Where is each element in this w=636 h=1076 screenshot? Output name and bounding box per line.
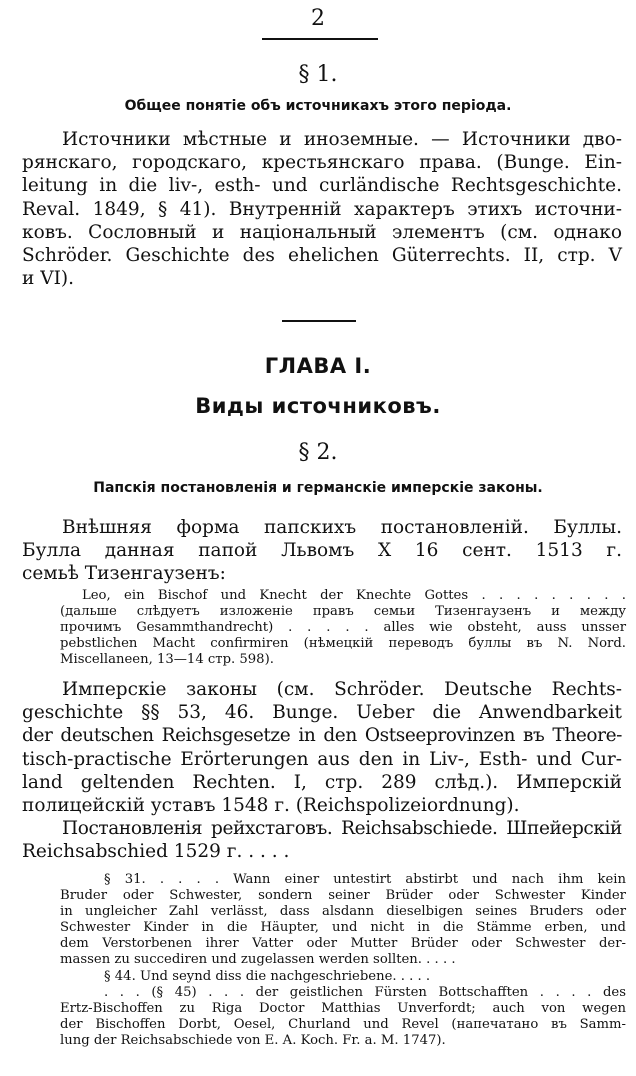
section-1-title: Общее понятіе объ источникахъ этого періода.	[124, 98, 512, 114]
quote-line: Leo, ein Bischof und Knecht der Knechte Gottes . . . . . . . . .	[82, 588, 626, 603]
quote-line: Ertz-Bischoffen zu Riga Doctor Matthias Unverfordt; auch von wegen	[60, 1000, 626, 1016]
quote-line: Miscellaneen, 13—14 стр. 598).	[60, 652, 274, 668]
body-line: Источники мѣстные и иноземные. — Источники дво-	[62, 129, 622, 150]
body-line: полицейскій уставъ 1548 г. (Reichspolizeiordnung).	[22, 794, 520, 816]
body-line: Имперскіе законы (см. Schröder. Deutsche Rechts-	[62, 679, 622, 700]
section-1-body	[22, 128, 622, 290]
section-divider-rule	[282, 320, 356, 322]
chapter-title: Виды источниковъ.	[195, 394, 441, 418]
body-line: geschichte §§ 53, 46. Bunge. Ueber die Anwendbarkeit	[22, 702, 622, 724]
quote-line: lung der Reichsabschiede von E. A. Koch. Fr. a. M. 1747).	[60, 1032, 446, 1048]
quote-line: in ungleicher Zahl verlässt, dass alsdann dieselbigen seines Bruders oder	[60, 904, 626, 920]
body-line: и VI).	[22, 268, 74, 290]
quote-line: der Bischoffen Dorbt, Oesel, Churland und Revel (напечатано въ Samm-	[60, 1016, 626, 1032]
body-line: Schröder. Geschichte des ehelichen Güterrechts. II, стр. V	[22, 244, 622, 266]
body-line: tisch-practische Erörterungen aus den in Liv-, Esth- und Cur-	[22, 748, 622, 770]
quote-line: Schwester Kinder in die Häupter, und nicht in die Stämme erben, und	[60, 920, 626, 936]
chapter-number: ГЛАВА I.	[264, 354, 372, 378]
quote-line: pebstlichen Macht confirmiren (нѣмецкій переводъ буллы въ N. Nord.	[60, 636, 626, 652]
quote-line: § 44. Und seynd diss die nachgeschriebene. . . . .	[104, 968, 431, 984]
body-line: land geltenden Rechten. I, стр. 289 слѣд.). Имперскій	[22, 771, 622, 793]
section-2-body-b	[22, 678, 622, 864]
section-2-body-a	[22, 516, 622, 586]
body-line: ковъ. Сословный и національный элементъ (см. однако	[22, 221, 622, 243]
body-line: Постановленія рейхстаговъ. Reichsabschiede. Шпейерскій	[62, 818, 622, 840]
body-line: Reichsabschied 1529 г. . . . .	[22, 841, 290, 863]
page-number: 2	[311, 6, 325, 31]
quote-line: прочимъ Gesammthandrecht) . . . . . alles wie obsteht, auss unsser	[60, 620, 626, 636]
body-line: der deutschen Reichsgesetze in den Ostseeprovinzen въ Theore-	[22, 725, 622, 747]
reichsabschied-quote	[60, 872, 626, 1049]
body-line: семьѣ Тизенгаузенъ:	[22, 563, 226, 585]
quote-line: (дальше слѣдуетъ изложеніе правъ семьи Тизенгаузенъ и между	[60, 604, 626, 620]
quote-line: massen zu succediren und zugelassen werden sollten. . . . .	[60, 952, 456, 968]
quote-line: dem Verstorbenen ihrer Vatter oder Mutter Brüder oder Schwester der-	[60, 936, 626, 952]
quote-line: § 31. . . . . Wann einer untestirt abstirbt und nach ihm kein	[104, 872, 626, 887]
body-line: рянскаго, городскаго, крестьянскаго права. (Bunge. Ein-	[22, 152, 622, 174]
papal-bull-quote	[60, 588, 626, 668]
quote-line: . . . (§ 45) . . . der geistlichen Fürsten Bottschafften . . . . des	[104, 984, 626, 1000]
body-line: Внѣшняя форма папскихъ постановленій. Буллы.	[62, 517, 622, 538]
body-line: Булла данная папой Львомъ X 16 сент. 1513 г.	[22, 540, 622, 562]
section-1-mark: § 1.	[298, 62, 338, 87]
section-2-mark: § 2.	[298, 440, 338, 465]
body-line: Reval. 1849, § 41). Внутренній характеръ этихъ источни-	[22, 198, 622, 220]
body-line: leitung in die liv-, esth- und curländische Rechtsgeschichte.	[22, 175, 622, 197]
quote-line: Bruder oder Schwester, sondern seiner Brüder oder Schwester Kinder	[60, 888, 626, 904]
header-rule	[262, 38, 378, 40]
section-2-title: Папскія постановленія и германскіе имперскіе законы.	[93, 480, 543, 496]
